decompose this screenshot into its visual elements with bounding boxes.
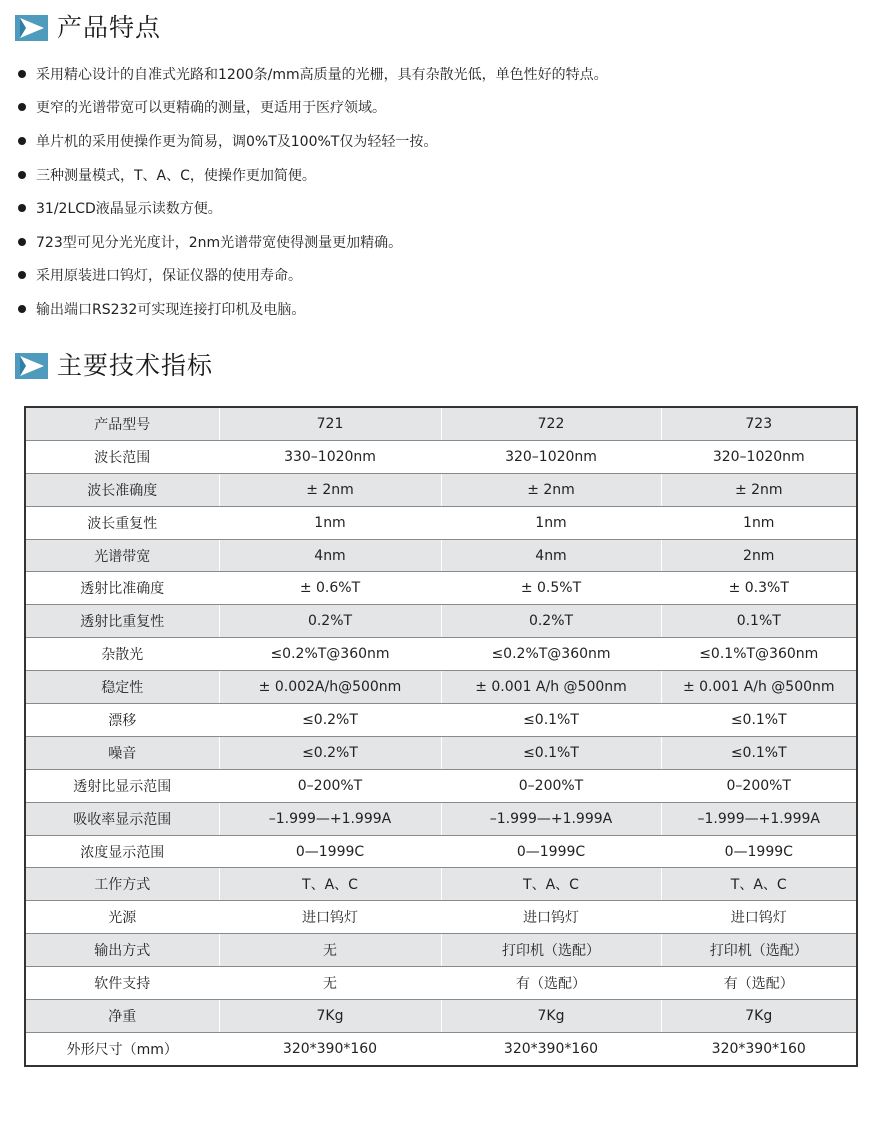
table-cell: ± 2nm — [661, 473, 857, 506]
table-cell: 320*390*160 — [661, 1032, 857, 1065]
row-label-cell: 稳定性 — [25, 671, 219, 704]
table-row — [25, 473, 857, 506]
row-label-cell: 透射比显示范围 — [25, 769, 219, 802]
table-cell: ± 2nm — [441, 473, 661, 506]
table-cell: –1.999—+1.999A — [219, 802, 441, 835]
features-title: 产品特点 — [57, 13, 162, 42]
table-cell: 7Kg — [219, 1000, 441, 1033]
row-label-cell: 波长重复性 — [25, 506, 219, 539]
specs-title: 主要技术指标 — [57, 351, 214, 380]
list-item — [18, 191, 608, 225]
table-cell: 进口钨灯 — [441, 901, 661, 934]
table-cell: ± 0.001 A/h @500nm — [661, 671, 857, 704]
table-cell: ≤0.1%T@360nm — [661, 638, 857, 671]
table-cell: 0—1999C — [661, 835, 857, 868]
list-item — [18, 259, 608, 293]
table-row — [25, 802, 857, 835]
table-cell: 打印机（选配） — [441, 934, 661, 967]
table-cell: 进口钨灯 — [219, 901, 441, 934]
table-cell: 有（选配） — [441, 967, 661, 1000]
row-label-cell: 光谱带宽 — [25, 539, 219, 572]
bullet-icon — [18, 305, 26, 313]
row-label-cell: 工作方式 — [25, 868, 219, 901]
table-cell: 无 — [219, 967, 441, 1000]
bullet-icon — [18, 70, 26, 78]
bullet-icon — [18, 238, 26, 246]
table-cell: ± 0.002A/h@500nm — [219, 671, 441, 704]
table-cell: 0—1999C — [219, 835, 441, 868]
list-item — [18, 292, 608, 326]
table-cell: –1.999—+1.999A — [441, 802, 661, 835]
table-cell: ± 0.5%T — [441, 572, 661, 605]
play-arrow-icon — [15, 353, 48, 379]
table-row — [25, 638, 857, 671]
feature-text: 输出端口RS232可实现连接打印机及电脑。 — [36, 301, 306, 318]
table-row — [25, 671, 857, 704]
table-cell: 7Kg — [661, 1000, 857, 1033]
bullet-icon — [18, 137, 26, 145]
row-label-cell: 吸收率显示范围 — [25, 802, 219, 835]
row-label-cell: 透射比重复性 — [25, 605, 219, 638]
table-cell: 0.1%T — [661, 605, 857, 638]
table-cell: T、A、C — [219, 868, 441, 901]
list-item — [18, 91, 608, 125]
row-label-cell: 浓度显示范围 — [25, 835, 219, 868]
table-cell: 7Kg — [441, 1000, 661, 1033]
table-cell: 0.2%T — [219, 605, 441, 638]
bullet-icon — [18, 271, 26, 279]
table-cell: 320–1020nm — [441, 440, 661, 473]
table-cell: 320–1020nm — [661, 440, 857, 473]
table-cell: 1nm — [661, 506, 857, 539]
feature-text: 单片机的采用使操作更为简易，调0%T及100%T仅为轻轻一按。 — [36, 133, 438, 150]
table-cell: 1nm — [219, 506, 441, 539]
table-row — [25, 572, 857, 605]
table-cell: 进口钨灯 — [661, 901, 857, 934]
table-row — [25, 934, 857, 967]
row-label-cell: 净重 — [25, 1000, 219, 1033]
feature-text: 三种测量模式，T、A、C，使操作更加简便。 — [36, 167, 316, 184]
features-heading — [15, 10, 161, 46]
play-arrow-icon — [15, 15, 48, 41]
table-row — [25, 440, 857, 473]
table-cell: 0–200%T — [661, 769, 857, 802]
feature-text: 采用原装进口钨灯，保证仪器的使用寿命。 — [36, 268, 302, 285]
row-label-cell: 光源 — [25, 901, 219, 934]
list-item — [18, 158, 608, 192]
row-label-cell: 波长范围 — [25, 440, 219, 473]
table-header-row — [25, 407, 857, 440]
table-row — [25, 868, 857, 901]
table-cell: 723 — [661, 407, 857, 440]
table-cell: ± 0.001 A/h @500nm — [441, 671, 661, 704]
table-cell: 320*390*160 — [219, 1032, 441, 1065]
row-label-cell: 软件支持 — [25, 967, 219, 1000]
table-cell: T、A、C — [441, 868, 661, 901]
table-cell: 2nm — [661, 539, 857, 572]
table-cell: ≤0.1%T — [441, 736, 661, 769]
table-cell: ≤0.1%T — [441, 704, 661, 737]
table-cell: 1nm — [441, 506, 661, 539]
table-row — [25, 901, 857, 934]
table-cell: 0–200%T — [219, 769, 441, 802]
row-label-cell: 外形尺寸（mm） — [25, 1032, 219, 1065]
table-row — [25, 835, 857, 868]
table-cell: ± 2nm — [219, 473, 441, 506]
table-cell: 330–1020nm — [219, 440, 441, 473]
table-cell: 打印机（选配） — [661, 934, 857, 967]
row-label-cell: 噪音 — [25, 736, 219, 769]
bullet-icon — [18, 103, 26, 111]
feature-text: 采用精心设计的自准式光路和1200条/mm高质量的光栅，具有杂散光低，单色性好的特点。 — [36, 66, 608, 83]
table-cell: ≤0.2%T@360nm — [219, 638, 441, 671]
list-item — [18, 124, 608, 158]
row-label-cell: 输出方式 — [25, 934, 219, 967]
table-row — [25, 1000, 857, 1033]
table-cell: ≤0.2%T@360nm — [441, 638, 661, 671]
table-cell: 0—1999C — [441, 835, 661, 868]
list-item — [18, 225, 608, 259]
table-cell: ≤0.2%T — [219, 736, 441, 769]
table-cell: 有（选配） — [661, 967, 857, 1000]
table-row — [25, 769, 857, 802]
table-cell: ≤0.1%T — [661, 736, 857, 769]
feature-list — [18, 57, 608, 326]
table-cell: 0–200%T — [441, 769, 661, 802]
table-row — [25, 967, 857, 1000]
feature-text: 更窄的光谱带宽可以更精确的测量，更适用于医疗领域。 — [36, 100, 386, 117]
specs-heading — [15, 348, 213, 384]
table-cell: 721 — [219, 407, 441, 440]
table-cell: 0.2%T — [441, 605, 661, 638]
table-row — [25, 736, 857, 769]
table-cell: 4nm — [441, 539, 661, 572]
table-row — [25, 1032, 857, 1065]
table-cell: 无 — [219, 934, 441, 967]
feature-text: 31/2LCD液晶显示读数方便。 — [36, 201, 222, 218]
table-cell: 4nm — [219, 539, 441, 572]
bullet-icon — [18, 171, 26, 179]
table-row — [25, 539, 857, 572]
row-label-cell: 杂散光 — [25, 638, 219, 671]
table-row — [25, 506, 857, 539]
table-cell: –1.999—+1.999A — [661, 802, 857, 835]
table-cell: T、A、C — [661, 868, 857, 901]
table-cell: 320*390*160 — [441, 1032, 661, 1065]
row-label-cell: 透射比准确度 — [25, 572, 219, 605]
table-cell: ± 0.3%T — [661, 572, 857, 605]
row-label-cell: 漂移 — [25, 704, 219, 737]
table-row — [25, 704, 857, 737]
spec-table — [24, 406, 858, 1067]
table-cell: ≤0.2%T — [219, 704, 441, 737]
feature-text: 723型可见分光光度计，2nm光谱带宽使得测量更加精确。 — [36, 234, 403, 251]
spec-table-body — [25, 407, 857, 1066]
list-item — [18, 57, 608, 91]
row-label-cell: 波长准确度 — [25, 473, 219, 506]
table-cell: ≤0.1%T — [661, 704, 857, 737]
bullet-icon — [18, 204, 26, 212]
table-cell: ± 0.6%T — [219, 572, 441, 605]
table-row — [25, 605, 857, 638]
table-cell: 722 — [441, 407, 661, 440]
row-label-cell: 产品型号 — [25, 407, 219, 440]
